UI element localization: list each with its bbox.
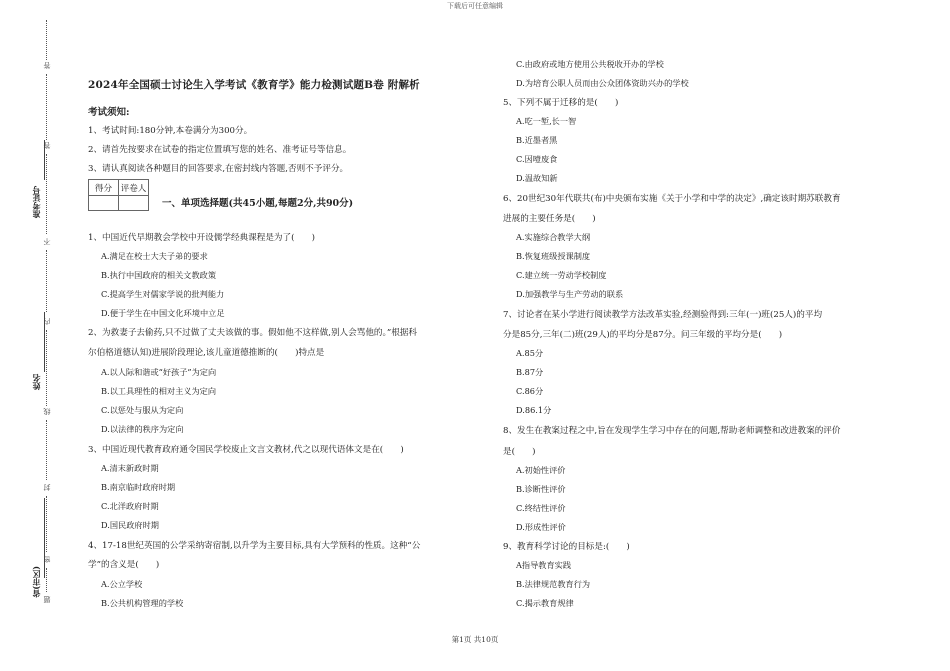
question-option: A.初始性评价 [516,465,566,475]
question-stem: 5、下列不属于迁移的是( ) [503,98,619,108]
question-option: A.实施综合教学大纲 [516,232,591,242]
notice-item: 3、请认真阅读各种题目的回答要求,在密封线内答题,否则不予评分。 [88,164,349,174]
page-title: 2024年全国硕士讨论生入学考试《教育学》能力检测试题B卷 附解析 [88,79,420,91]
seal-line [46,420,47,480]
question-option: D.温故知新 [516,173,558,183]
name-label: 姓名 [31,374,41,390]
score-cell-label: 得分 [89,180,119,196]
question-option: A.85分 [516,348,544,358]
seal-char: 内 [43,318,51,325]
question-stem: 7、讨论者在某小学进行阅读教学方法改革实验,经测验得到:三年(一)班(25人)的平均 [503,310,823,320]
seal-line [46,250,47,312]
exam-no-label: 准考证号 [31,186,41,218]
question-option: D.便于学生在中国文化环境中立足 [101,308,225,318]
question-option: B.近墨者黑 [516,135,558,145]
question-option: C.终结性评价 [516,503,566,513]
top-note: 下载后可任意编辑 [447,2,503,10]
question-option: D.加强教学与生产劳动的联系 [516,289,624,299]
question-option: B.诊断性评价 [516,484,566,494]
question-option: B.法律规范教育行为 [516,579,591,589]
question-stem: 2、为救妻子去偷药,只不过做了丈夫该做的事。假如他不这样做,别人会骂他的。”根据科 [88,328,417,338]
question-stem: 8、发生在教案过程之中,旨在发现学生学习中存在的问题,帮助老师调整和改进教案的评价 [503,426,841,436]
question-option: D.86.1分 [516,405,552,415]
question-option: B.恢复班级授课制度 [516,251,591,261]
question-stem: 4、17-18世纪英国的公学采纳寄宿制,以升学为主要目标,具有大学预科的性质。这种“公 [88,541,421,551]
region-label: 省(市区) [31,566,41,598]
question-option: B.87分 [516,367,544,377]
notice-item: 2、请首先按要求在试卷的指定位置填写您的姓名、准考证号等信息。 [88,145,352,155]
seal-char: 封 [43,484,51,491]
question-stem: 学”的含义是( ) [88,560,160,570]
seal-char: 答 [43,62,51,69]
question-option: A.满足在校士大夫子弟的要求 [101,251,208,261]
question-option: C.揭示教育规律 [516,598,574,608]
seal-char: 不 [43,238,51,245]
question-option: A.以人际和谐或“好孩子”为定向 [101,367,217,377]
seal-line [46,20,47,60]
question-stem: 是( ) [503,447,536,457]
question-option: B.以工具理性的相对主义为定向 [101,386,217,396]
question-option: D.为培育公职人员而由公众团体资助兴办的学校 [516,78,689,88]
question-option: B.南京临时政府时期 [101,482,176,492]
question-option: A.公立学校 [101,579,143,589]
question-stem: 6、20世纪30年代联共(布)中央颁布实施《关于小学和中学的决定》,确定该时期苏联教育 [503,194,841,204]
question-stem: 9、教育科学讨论的目标是:( ) [503,542,630,552]
notice-heading: 考试须知: [88,107,130,118]
score-cell-blank[interactable] [89,196,119,211]
question-option: C.北洋政府时期 [101,501,159,511]
seal-line [46,330,47,406]
question-option: C.以惩处与服从为定向 [101,405,184,415]
seal-char: 线 [43,408,51,415]
question-option: B.执行中国政府的相关文教政策 [101,270,217,280]
question-option: B.公共机构管理的学校 [101,598,184,608]
seal-char: 答 [43,142,51,149]
binding-blank-line [44,498,45,578]
question-option: C.因噎废食 [516,154,558,164]
question-option: D.以法律的秩序为定向 [101,424,184,434]
grader-cell-label: 评卷人 [119,180,149,196]
question-stem: 3、中国近现代教育政府通令国民学校废止文言文教材,代之以现代语体文是在( ) [88,445,404,455]
seal-line [46,154,47,234]
question-option: C.提高学生对儒家学说的批判能力 [101,289,225,299]
seal-char: 密 [43,556,51,563]
question-option: C.86分 [516,386,544,396]
question-option: A.吃一堑,长一智 [516,116,577,126]
seal-line [46,568,47,592]
seal-line [46,74,47,140]
question-stem: 尔伯格道德认知)进展阶段理论,该儿童道德推断的( )特点是 [88,348,325,358]
question-option: D.形成性评价 [516,522,566,532]
grader-cell-blank[interactable] [119,196,149,211]
seal-char: 题 [43,596,51,603]
notice-item: 1、考试时间:180分钟,本卷满分为300分。 [88,126,253,136]
question-option: C.建立统一劳动学校制度 [516,270,607,280]
question-stem: 进展的主要任务是( ) [503,214,596,224]
question-option: A指导教育实践 [516,560,572,570]
page-footer: 第1页 共10页 [451,635,499,644]
question-stem: 分是85分,三年(二)班(29人)的平均分是87分。问三年级的平均分是( ) [503,330,783,340]
question-stem: 1、中国近代早期教会学校中开设儒学经典课程是为了( ) [88,233,316,243]
question-option: D.国民政府时期 [101,520,159,530]
section-heading: 一、单项选择题(共45小题,每题2分,共90分) [162,198,354,209]
score-table [88,179,149,211]
question-option: C.由政府或地方使用公共税收开办的学校 [516,59,664,69]
seal-line [46,496,47,552]
question-option: A.清末新政时期 [101,463,159,473]
